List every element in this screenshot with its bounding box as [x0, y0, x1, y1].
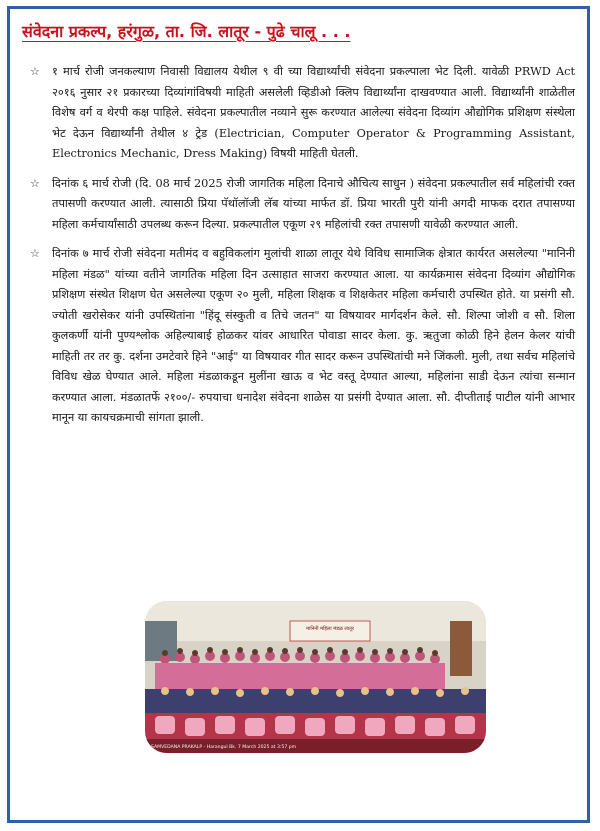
bullet-text: दिनांक ६ मार्च रोजी (दि. 08 मार्च 2025 रोजी जागतिक महिला दिनाचे औचित्य साधुन ) संवेदना प्रकल्पातील सर्व महिलांची रक्त तपासणी करण्यात आली. त्यासाठी प्रिया पॅथॉलॉजी लॅब यांच्या मार्फत डॉ. प्रिया भारती पुरी यांनी अगदी माफक दरात तपासण्या महिला कर्मचार्यांसाठी उपलब्ध करून दिल्या. प्रकल्पातील एकूण २९ महिलांची रक्त तपासणी यावेळी करण्यात आली.	[52, 176, 575, 231]
photo-caption: SAMVEDANA PRAKALP - Harangul Bk. 7 March 2025 at 3:57 pm	[151, 745, 297, 750]
bullet-item	[30, 174, 575, 236]
star-bullet-icon: ☆	[30, 65, 40, 78]
bullet-list	[30, 62, 575, 438]
bullet-text: दिनांक ७ मार्च रोजी संवेदना मतीमंद व बहुविकलांग मुलांची शाळा लातूर येथे विविध सामाजिक क्षेत्रात कार्यरत असलेल्या "मानिनी महिला मंडळ" यांच्या वतीने जागतिक महिला दिन उत्साहात साजरा करण्यात आला. या कार्यक्रमास संवेदना दिव्यांग औद्योगिक प्रशिक्षण संस्थेत शिक्षण घेत असलेल्या एकूण २० मुली, महिला शिक्षक व शिक्षकेतर महिला कर्मचारी उपस्थित होते. या प्रसंगी सौ. ज्योती खरोसेकर यांनी उपस्थितांना "हिंदू संस्कुती व तिचे जतन" या विषयावर मार्गदर्शन केले. सौ. शिल्पा जोशी व सौ. शिला कुलकर्णी यांनी पुण्यश्लोक अहिल्याबाई होळकर यांवर आधारित पोवाडा सादर केला. कु. ऋतुजा कोळी हिने हेलन केलर यांची माहिती तर तर कु. दर्शना उमटेवारे हिने "आई" या विषयावर गीत सादर करून उपस्थितांची मने जिंकली. मुली, तथा सर्वच महिलांचे विविध खेळ घेण्यात आले. महिला मंडळाकडून मुलींना खाऊ व भेट वस्तू देण्यात आल्या, महिलांना साडी देऊन त्यांचा सन्मान करण्यात आला. मंडळातर्फे २१००/- रुपयाचा धनादेश संवेदना शाळेस या प्रसंगी देण्यात आला. सौ. दीप्तीताई पाटील यांनी आभार मानून या कायचक्रमाची सांगता झाली.	[52, 247, 575, 424]
bullet-item	[30, 62, 575, 165]
bullet-item	[30, 244, 575, 429]
banner-text: मानिनी महिला मंडळ लातूर	[306, 626, 354, 632]
star-bullet-icon: ☆	[30, 176, 40, 190]
page-heading: संवेदना प्रकल्प, हरंगुळ, ता. जि. लातूर - पुढे चालू . . .	[22, 22, 351, 41]
star-bullet-icon: ☆	[30, 247, 40, 260]
bullet-text: १ मार्च रोजी जनकल्याण निवासी विद्यालय येथील ९ वी च्या विद्यार्थ्यांची संवेदना प्रकल्पाला भेट दिली. यावेळी PRWD Act २०१६ नुसार २१ प्रकारच्या दिव्यांगांविषयी माहिती असलेली व्हिडीओ क्लिप विद्यार्थ्यांना दाखवण्यात आली. विद्यार्थ्यांनी शाळेतील विशेष वर्ग व थेरपी कक्ष पाहिले. संवेदना प्रकल्पातील नव्याने सुरू करण्यात आलेल्या संवेदना दिव्यांग औद्योगिक प्रशिक्षण संस्थेला भेट देऊन विद्यार्थ्यांनी तेथील ४ ट्रेड (Electrician, Computer Operator & Programming Assistant, Electronics Mechanic, Dress Making) विषयी माहिती घेतली.	[52, 65, 575, 160]
event-photo	[145, 601, 486, 753]
